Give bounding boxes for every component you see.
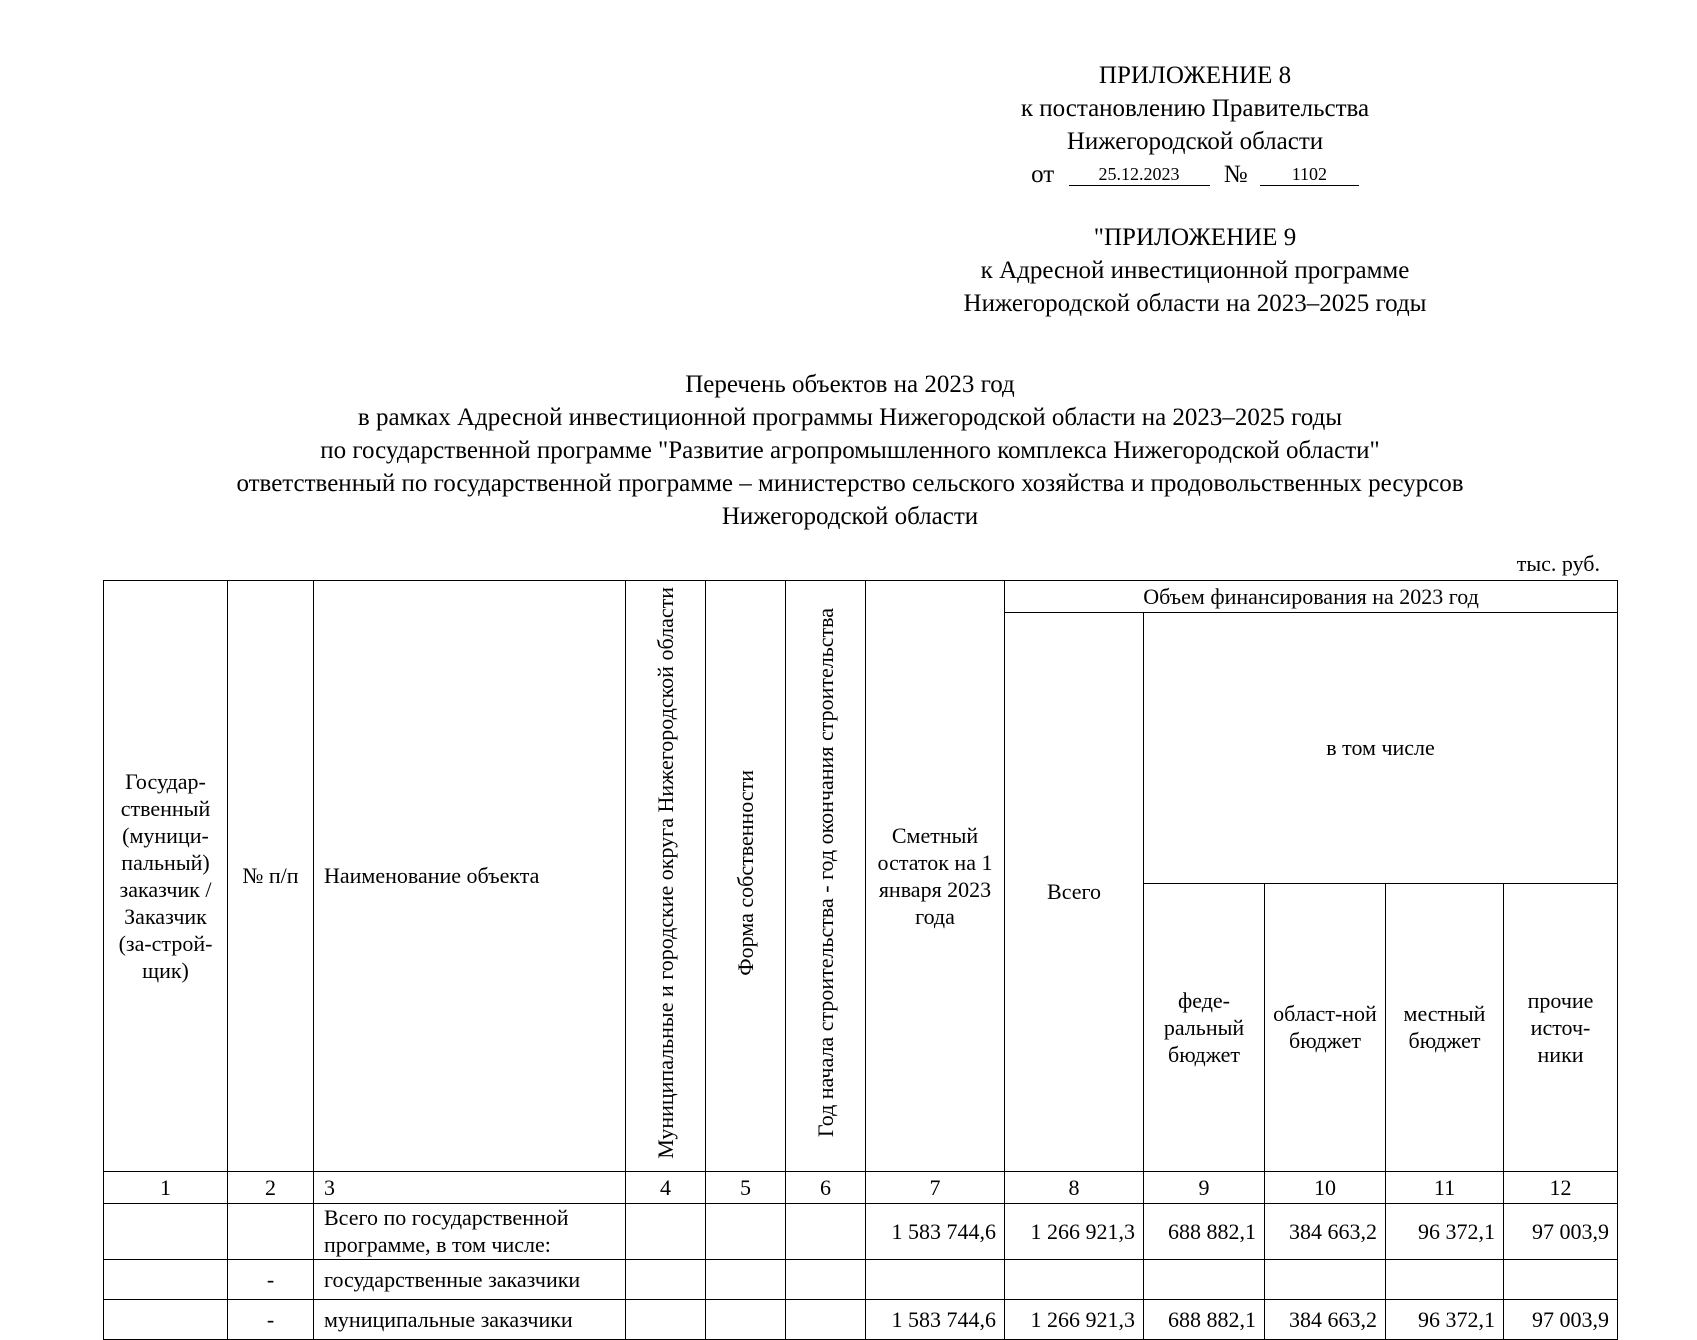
cell-regional: 384 663,2	[1265, 1203, 1386, 1259]
column-number-row	[104, 1171, 1618, 1203]
appendix-9-line-2: Нижегородской области на 2023–2025 годы	[963, 290, 1427, 317]
cell-federal	[1144, 1259, 1265, 1299]
appendix-8-line-1: к постановлению Правительства	[1020, 95, 1370, 122]
header-regional: област-ной бюджет	[1265, 883, 1386, 1171]
column-number: 10	[1265, 1171, 1386, 1203]
cell-other	[1504, 1259, 1618, 1299]
cell-local: 96 372,1	[1386, 1299, 1504, 1339]
appendix-9-line-1: к Адресной инвестиционной программе	[980, 257, 1410, 284]
document-title-line-4: ответственный по государственной программе – министерство сельского хозяйства и продовольственных ресурсов	[236, 470, 1464, 497]
document-title-line-2: в рамках Адресной инвестиционной программы Нижегородской области на 2023–2025 годы	[357, 404, 1343, 431]
appendix-8-title: ПРИЛОЖЕНИЕ 8	[1098, 62, 1292, 89]
cell-ownership	[706, 1299, 786, 1339]
cell-object-name: государственные заказчики	[314, 1259, 626, 1299]
cell-number: -	[228, 1299, 314, 1339]
cell-regional	[1265, 1259, 1386, 1299]
cell-number: -	[228, 1259, 314, 1299]
header-federal: феде-ральный бюджет	[1144, 883, 1265, 1171]
unit-label: тыс. руб.	[1516, 551, 1600, 576]
table-row-total	[104, 1203, 1618, 1259]
number-prefix: №	[1223, 161, 1248, 188]
header-years	[786, 581, 866, 1172]
cell-municipality	[626, 1299, 706, 1339]
column-number: 2	[228, 1171, 314, 1203]
cell-customer	[104, 1259, 228, 1299]
column-number: 7	[866, 1171, 1005, 1203]
header-local: местный бюджет	[1386, 883, 1504, 1171]
cell-federal: 688 882,1	[1144, 1299, 1265, 1339]
appendix-8-date-line	[925, 158, 1465, 191]
appendix-9-title: "ПРИЛОЖЕНИЕ 9	[1093, 224, 1297, 251]
header-estimate: Сметный остаток на 1 января 2023 года	[866, 581, 1005, 1172]
cell-regional: 384 663,2	[1265, 1299, 1386, 1339]
column-number: 8	[1005, 1171, 1144, 1203]
decree-date: 25.12.2023	[1069, 163, 1210, 186]
cell-ownership	[706, 1259, 786, 1299]
cell-federal: 688 882,1	[1144, 1203, 1265, 1259]
cell-ownership	[706, 1203, 786, 1259]
date-prefix: от	[1031, 161, 1055, 188]
cell-municipality	[626, 1203, 706, 1259]
column-number: 9	[1144, 1171, 1265, 1203]
objects-table	[103, 580, 1618, 1340]
cell-total	[1005, 1259, 1144, 1299]
column-number: 4	[626, 1171, 706, 1203]
column-number: 12	[1504, 1171, 1618, 1203]
cell-total: 1 266 921,3	[1005, 1203, 1144, 1259]
table-row-state-customers	[104, 1259, 1618, 1299]
cell-local: 96 372,1	[1386, 1203, 1504, 1259]
cell-customer	[104, 1299, 228, 1339]
table-row-municipal-customers	[104, 1299, 1618, 1339]
document-title	[100, 368, 1600, 533]
cell-total: 1 266 921,3	[1005, 1299, 1144, 1339]
column-number: 5	[706, 1171, 786, 1203]
cell-number	[228, 1203, 314, 1259]
cell-years	[786, 1259, 866, 1299]
header-financing: Объем финансирования на 2023 год	[1005, 581, 1618, 613]
cell-estimate: 1 583 744,6	[866, 1203, 1005, 1259]
document-title-line-3: по государственной программе "Развитие агропромышленного комплекса Нижегородской области"	[320, 437, 1380, 464]
appendix-8-header	[925, 59, 1465, 191]
header-municipality	[626, 581, 706, 1172]
cell-other: 97 003,9	[1504, 1299, 1618, 1339]
cell-estimate	[866, 1259, 1005, 1299]
column-number: 3	[314, 1171, 626, 1203]
appendix-8-line-2: Нижегородской области	[1066, 128, 1324, 155]
cell-years	[786, 1203, 866, 1259]
header-years-text: Год начала строительства - год окончания строительства	[812, 608, 838, 1138]
cell-estimate: 1 583 744,6	[866, 1299, 1005, 1339]
cell-object-name: Всего по государственной программе, в том числе:	[314, 1203, 626, 1259]
column-number: 6	[786, 1171, 866, 1203]
column-number: 1	[104, 1171, 228, 1203]
column-number: 11	[1386, 1171, 1504, 1203]
header-ownership	[706, 581, 786, 1172]
header-ownership-text: Форма собственности	[732, 769, 758, 976]
cell-municipality	[626, 1259, 706, 1299]
decree-number: 1102	[1260, 163, 1359, 186]
document-title-line-5: Нижегородской области	[721, 503, 979, 530]
header-municipality-text: Муниципальные и городские округа Нижегородской области	[652, 587, 678, 1159]
header-object-name: Наименование объекта	[314, 581, 626, 1172]
cell-local	[1386, 1259, 1504, 1299]
header-customer: Государ-ственный (муници-пальный) заказчик / Заказчик (за-строй-щик)	[104, 581, 228, 1172]
header-number: № п/п	[228, 581, 314, 1172]
header-including: в том числе	[1144, 613, 1618, 884]
header-other: прочие источ-ники	[1504, 883, 1618, 1171]
cell-object-name: муниципальные заказчики	[314, 1299, 626, 1339]
header-total: Всего	[1005, 613, 1144, 1172]
cell-customer	[104, 1203, 228, 1259]
cell-years	[786, 1299, 866, 1339]
appendix-9-header	[925, 221, 1465, 320]
document-title-line-1: Перечень объектов на 2023 год	[685, 371, 1015, 398]
cell-other: 97 003,9	[1504, 1203, 1618, 1259]
